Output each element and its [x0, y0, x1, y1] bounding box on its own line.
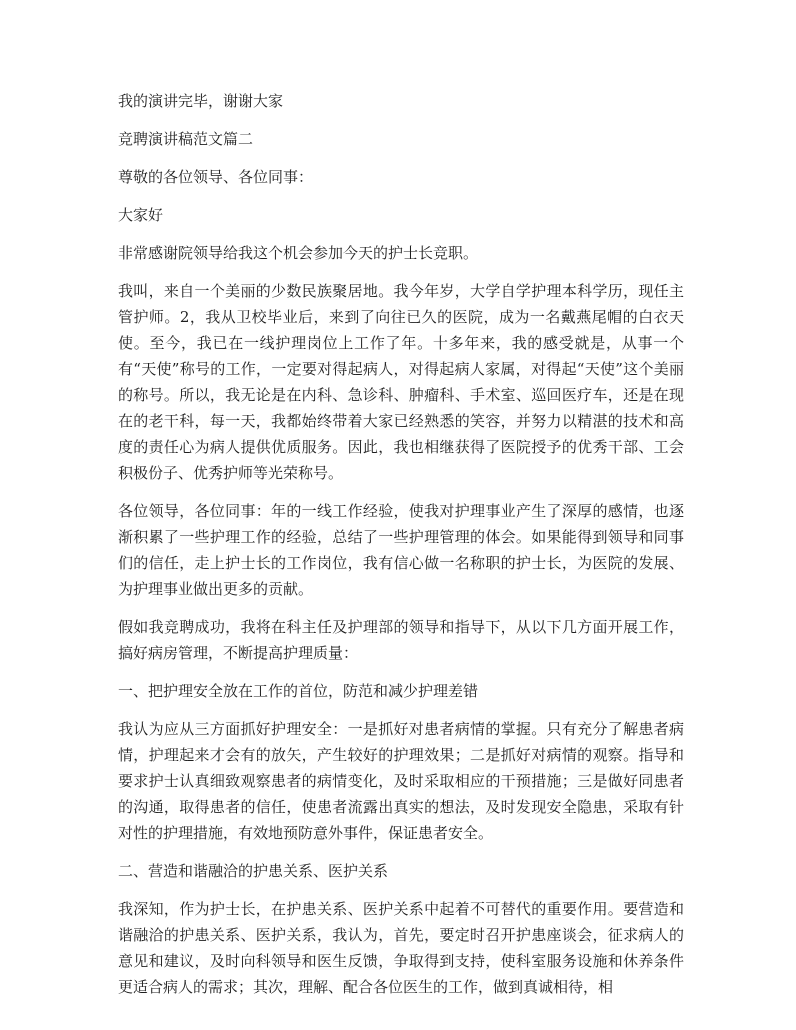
paragraph-safety: 我认为应从三方面抓好护理安全：一是抓好对患者病情的掌握。只有充分了解患者病情，护理起来才会有的放矢，产生较好的护理效果；二是抓好对病情的观察。指导和要求护士认真细致观察患者的病情变化，及时采取相应的干预措施；三是做好同患者的沟通，取得患者的信任，使患者流露出真实的想法，及时发现安全隐患，采取有针对性的护理措施，有效地预防意外事件，保证患者安全。	[118, 720, 684, 842]
document-body	[118, 88, 684, 1012]
closing-line: 我的演讲完毕，谢谢大家	[118, 92, 284, 110]
paragraph-thanks: 非常感谢院领导给我这个机会参加今天的护士长竞职。	[118, 244, 479, 262]
section-title: 竞聘演讲稿范文篇二	[118, 130, 254, 148]
paragraph-experience: 各位领导，各位同事：年的一线工作经验，使我对护理事业产生了深厚的感情，也逐渐积累了一些护理工作的经验，总结了一些护理管理的体会。如果能得到领导和同事们的信任，走上护士长的工作岗位，我有信心做一名称职的护士长，为医院的发展、为护理事业做出更多的贡献。	[118, 502, 684, 598]
heading-point-one: 一、把护理安全放在工作的首位，防范和减少护理差错	[118, 682, 479, 700]
heading-point-two: 二、营造和谐融洽的护患关系、医护关系	[118, 862, 389, 880]
greeting: 大家好	[118, 206, 164, 224]
paragraph-relations: 我深知，作为护士长，在护患关系、医护关系中起着不可替代的重要作用。要营造和谐融洽的护患关系、医护关系，我认为，首先，要定时召开护患座谈会，征求病人的意见和建议，及时向科领导和医生反馈，争取得到支持，使科室服务设施和休养条件更适合病人的需求；其次，理解、配合各位医生的工作，做到真诚相待，相	[118, 900, 684, 996]
paragraph-plan: 假如我竞聘成功，我将在科主任及护理部的领导和指导下，从以下几方面开展工作，搞好病房管理，不断提高护理质量：	[118, 618, 684, 662]
salutation: 尊敬的各位领导、各位同事：	[118, 168, 314, 186]
paragraph-introduction: 我叫，来自一个美丽的少数民族聚居地。我今年岁，大学自学护理本科学历，现任主管护师。2，我从卫校毕业后，来到了向往已久的医院，成为一名戴燕尾帽的白衣天使。至今，我已在一线护理岗位上工作了年。十多年来，我的感受就是，从事一个有“天使”称号的工作，一定要对得起病人，对得起病人家属，对得起“天使”这个美丽的称号。所以，我无论是在内科、急诊科、肿瘤科、手术室、巡回医疗车，还是在现在的老干科，每一天，我都始终带着大家已经熟悉的笑容，并努力以精湛的技术和高度的责任心为病人提供优质服务。因此，我也相继获得了医院授予的优秀干部、工会积极份子、优秀护师等光荣称号。	[118, 282, 684, 482]
